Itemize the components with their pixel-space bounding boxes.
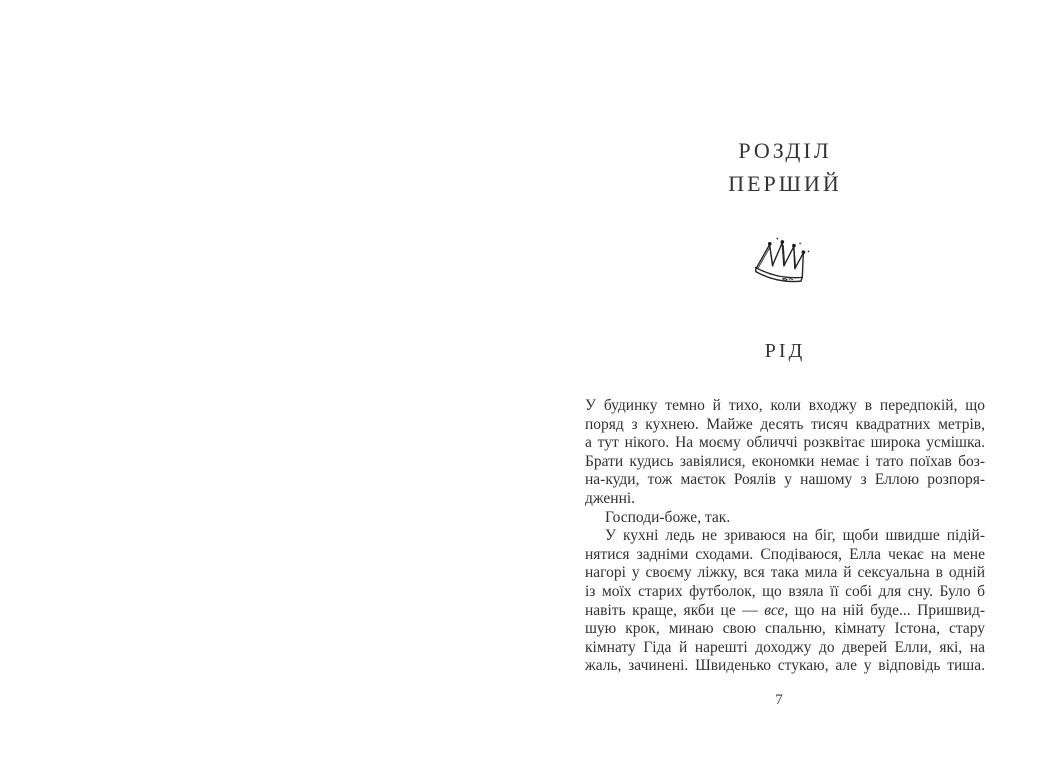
body-line: на-куди, тож маєток Роялів у нашому з Еллою розпоря- <box>585 471 985 489</box>
section-title: РІД <box>764 340 806 362</box>
body-line: кімнату Гіда й нарешті доходжу до дверей Елли, які, на <box>585 638 985 656</box>
body-line: Господи-боже, так. <box>605 508 731 526</box>
body-line: поряд з кухнею. Майже десять тисяч квадратних метрів, <box>585 415 985 433</box>
body-line: а тут нікого. На моєму обличчі розквітає широка усмішка. <box>585 434 985 452</box>
page-number: 7 <box>775 692 783 708</box>
body-line: нагорі у своєму ліжку, вся така мила й сексуальна в одній <box>585 564 985 582</box>
body-line <box>585 602 985 621</box>
body-line: жаль, зачинені. Швиденько стукаю, але у відповідь тиша. <box>585 657 985 675</box>
chapter-page-column <box>585 0 985 760</box>
emphasized-word: все <box>764 601 785 619</box>
body-line: У кухні ледь не зриваюся на біг, щоби швидше підій- <box>605 527 985 545</box>
body-text <box>585 397 985 676</box>
body-line: нятися задніми сходами. Сподіваюся, Елла чекає на мене <box>585 545 985 563</box>
body-line-segment: навіть краще, якби це — <box>585 601 765 619</box>
chapter-heading-line2: ПЕРШИЙ <box>728 171 842 196</box>
chapter-heading <box>585 134 985 200</box>
body-line: із моїх старих футболок, що взяла її собі для сну. Було б <box>585 582 985 600</box>
body-line: У будинку темно й тихо, коли входжу в передпокій, що <box>585 397 985 414</box>
body-line: дженні. <box>585 489 636 507</box>
body-line: шую крок, минаю свою спальню, кімнату Істона, стару <box>585 620 985 638</box>
chapter-heading-line1: РОЗДІЛ <box>738 138 832 163</box>
body-line: Брати кудись завіялися, економки немає і тато поїхав боз- <box>585 452 985 470</box>
paragraph <box>585 397 985 509</box>
sketched-crown-icon <box>746 231 812 290</box>
paragraph <box>585 509 985 528</box>
body-line-segment: , що на ній буде... Пришвид- <box>784 601 985 619</box>
paragraph <box>585 527 985 676</box>
